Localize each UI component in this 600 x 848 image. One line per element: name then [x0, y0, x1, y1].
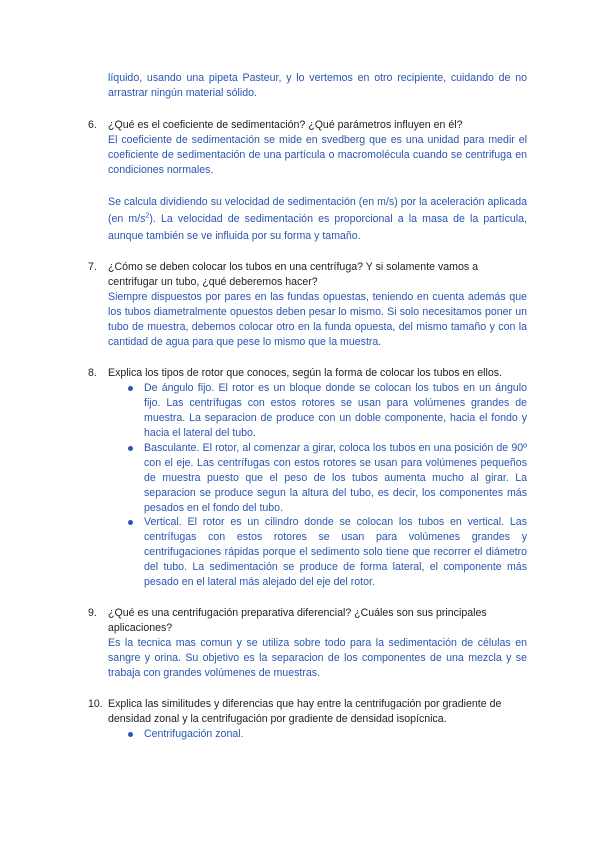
q6-answer-2-text-b: ). La velocidad de sedimentación es proporcional a la masa de la partícula, aunque también se ve influida por su forma y tamaño. — [108, 213, 527, 242]
q6-number: 6. — [88, 119, 97, 131]
q6-answer-2 — [108, 194, 527, 245]
bullet-dot — [128, 446, 133, 451]
q6-question: ¿Qué es el coeficiente de sedimentación? ¿Qué parámetros influyen en él? — [108, 119, 463, 131]
intro-paragraph: líquido, usando una pipeta Pasteur, y lo vertemos en otro recipiente, cuidando de no arrastrar ningún material sólido. — [108, 72, 527, 99]
q10-number: 10. — [88, 698, 103, 710]
q7-number: 7. — [88, 261, 97, 273]
q10-item-zonal: Centrifugación zonal. — [144, 728, 244, 740]
q8-item-fixed-angle: De ángulo fijo. El rotor es un bloque donde se colocan los tubos en un ángulo fijo. Las centrífugas con estos rotores se usan para volúmenes grandes de muestra. La separacion de produce con un doble componente, hacia el fondo y hacia el lateral del tubo. — [144, 382, 527, 439]
q6-unit-exponent: 2 — [145, 212, 150, 220]
q9-number: 9. — [88, 607, 97, 619]
q9-answer: Es la tecnica mas comun y se utiliza sobre todo para la sedimentación de células en sangre y orina. Su objetivo es la separacion de los componentes de una mezcla y se trabaja con grandes volúmenes de muestras. — [108, 637, 527, 679]
q6-unit-s: s — [140, 213, 146, 225]
q6-answer-1: El coeficiente de sedimentación se mide en svedberg que es una unidad para medir el coeficiente de sedimentación de una partícula o macromolécula cuando se centrifuga en condiciones normales. — [108, 134, 527, 176]
bullet-dot — [128, 520, 133, 525]
q7-answer: Siempre dispuestos por pares en las fundas opuestas, teniendo en cuenta además que los tubos diametralmente opuestos deben pesar lo mismo. Si solo necesitamos poner un tubo de muestra, debemos colocar otro en la funda opuesta, del mismo tamaño y con la cantidad de agua para que pese lo mismo que la muestra. — [108, 291, 527, 348]
q10-question: Explica las similitudes y diferencias que hay entre la centrifugación por gradiente de densidad zonal y la centrifugación por gradiente de densidad isopícnica. — [108, 698, 502, 725]
bullet-dot — [128, 386, 133, 391]
bullet-dot — [128, 732, 133, 737]
q8-number: 8. — [88, 367, 97, 379]
q7-question: ¿Cómo se deben colocar los tubos en una centrífuga? Y si solamente vamos a centrifugar un tubo, ¿qué deberemos hacer? — [108, 261, 479, 288]
q8-question: Explica los tipos de rotor que conoces, según la forma de colocar los tubos en ellos. — [108, 367, 502, 379]
q8-item-vertical: Vertical. El rotor es un cilindro donde se colocan los tubos en vertical. Las centrífugas con estos rotores se usan para volúmenes grandes y centrifugaciones rápidas porque el sedimento solo tiene que recorrer el diámetro del tubo. La sedimentación se produce de forma lateral, el componente más pesado en el lateral más alejado del eje del rotor. — [144, 516, 527, 588]
q9-question: ¿Qué es una centrifugación preparativa diferencial? ¿Cuáles son sus principales aplicaciones? — [108, 607, 487, 634]
q6-answer-2-text-a: Se calcula dividiendo su velocidad de sedimentación (en m/s) por la aceleración aplicada (en m/ — [108, 196, 527, 225]
q8-item-swinging: Basculante. El rotor, al comenzar a girar, coloca los tubos en una posición de 90º con el eje. Las centrífugas con estos rotores se usan para volúmenes pequeños de muestra puesto que el peso de los tubos aumenta mucho al girar. La separacion se produce segun la altura del tubo, es decir, los componentes más pesados en el fondo del tubo. — [144, 442, 527, 514]
